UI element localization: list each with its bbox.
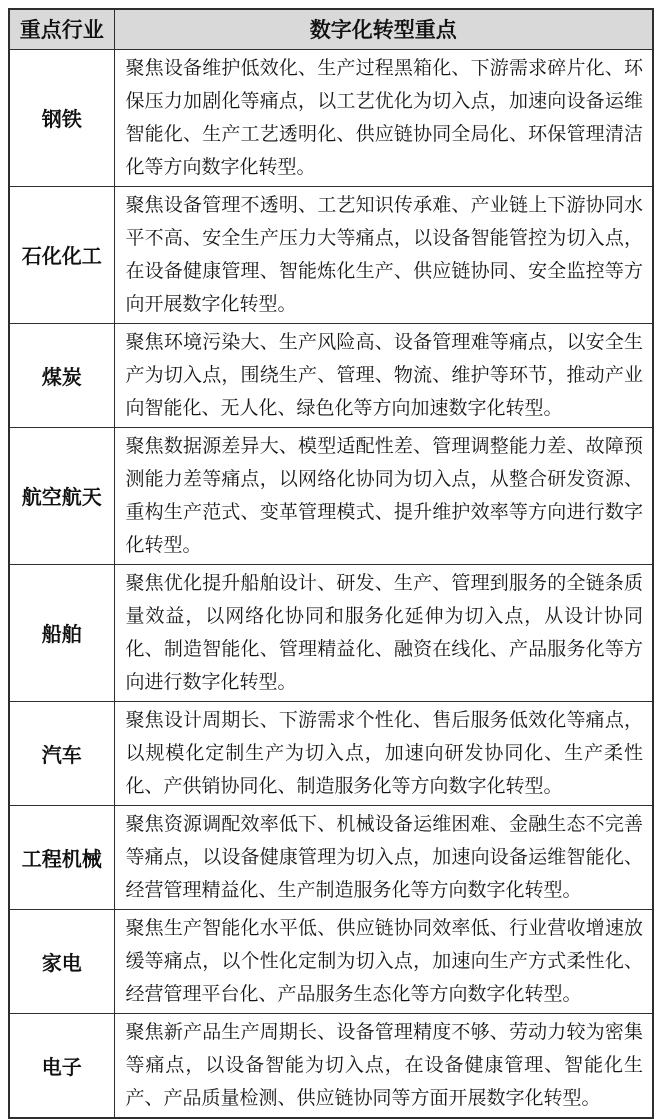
header-industry: 重点行业 — [9, 9, 114, 49]
table-row — [9, 564, 653, 701]
industry-name-cell: 家电 — [9, 909, 114, 1013]
table-row — [9, 49, 653, 186]
table-body — [9, 49, 653, 1118]
industry-name-cell: 钢铁 — [9, 49, 114, 186]
industry-name-cell: 船舶 — [9, 564, 114, 701]
focus-text-cell: 聚焦生产智能化水平低、供应链协同效率低、行业营收增速放缓等痛点，以个性化定制为切入点，加速向生产方式柔性化、经营管理平台化、产品服务生态化等方向数字化转型。 — [114, 909, 653, 1013]
focus-text-cell: 聚焦设计周期长、下游需求个性化、售后服务低效化等痛点，以规模化定制生产为切入点，加速向研发协同化、生产柔性化、产供销协同化、制造服务化等方向数字化转型。 — [114, 701, 653, 805]
table-row — [9, 427, 653, 564]
table-row — [9, 805, 653, 909]
focus-text-cell: 聚焦设备维护低效化、生产过程黑箱化、下游需求碎片化、环保压力加剧化等痛点，以工艺优化为切入点，加速向设备运维智能化、生产工艺透明化、供应链协同全局化、环保管理清洁化等方向数字化转型。 — [114, 49, 653, 186]
table-row — [9, 186, 653, 323]
industry-name-cell: 煤炭 — [9, 323, 114, 427]
industry-transformation-table — [8, 8, 654, 1119]
industry-name-cell: 航空航天 — [9, 427, 114, 564]
focus-text-cell: 聚焦新产品生产周期长、设备管理精度不够、劳动力较为密集等痛点，以设备智能为切入点，在设备健康管理、智能化生产、产品质量检测、供应链协同等方面开展数字化转型。 — [114, 1013, 653, 1118]
focus-text-cell: 聚焦优化提升船舶设计、研发、生产、管理到服务的全链条质量效益，以网络化协同和服务化延伸为切入点，从设计协同化、制造智能化、管理精益化、融资在线化、产品服务化等方向进行数字化转型。 — [114, 564, 653, 701]
table-row — [9, 909, 653, 1013]
table-row — [9, 1013, 653, 1118]
table-header — [9, 9, 653, 49]
header-focus: 数字化转型重点 — [114, 9, 653, 49]
header-row — [9, 9, 653, 49]
focus-text-cell: 聚焦资源调配效率低下、机械设备运维困难、金融生态不完善等痛点，以设备健康管理为切入点，加速向设备运维智能化、经营管理精益化、生产制造服务化等方向数字化转型。 — [114, 805, 653, 909]
industry-name-cell: 汽车 — [9, 701, 114, 805]
table-row — [9, 701, 653, 805]
focus-text-cell: 聚焦数据源差异大、模型适配性差、管理调整能力差、故障预测能力差等痛点，以网络化协同为切入点，从整合研发资源、重构生产范式、变革管理模式、提升维护效率等方向进行数字化转型。 — [114, 427, 653, 564]
industry-name-cell: 电子 — [9, 1013, 114, 1118]
table-row — [9, 323, 653, 427]
industry-name-cell: 石化化工 — [9, 186, 114, 323]
focus-text-cell: 聚焦环境污染大、生产风险高、设备管理难等痛点，以安全生产为切入点，围绕生产、管理、物流、维护等环节，推动产业向智能化、无人化、绿色化等方向加速数字化转型。 — [114, 323, 653, 427]
industry-name-cell: 工程机械 — [9, 805, 114, 909]
focus-text-cell: 聚焦设备管理不透明、工艺知识传承难、产业链上下游协同水平不高、安全生产压力大等痛点，以设备智能管控为切入点，在设备健康管理、智能炼化生产、供应链协同、安全监控等方向开展数字化转型。 — [114, 186, 653, 323]
